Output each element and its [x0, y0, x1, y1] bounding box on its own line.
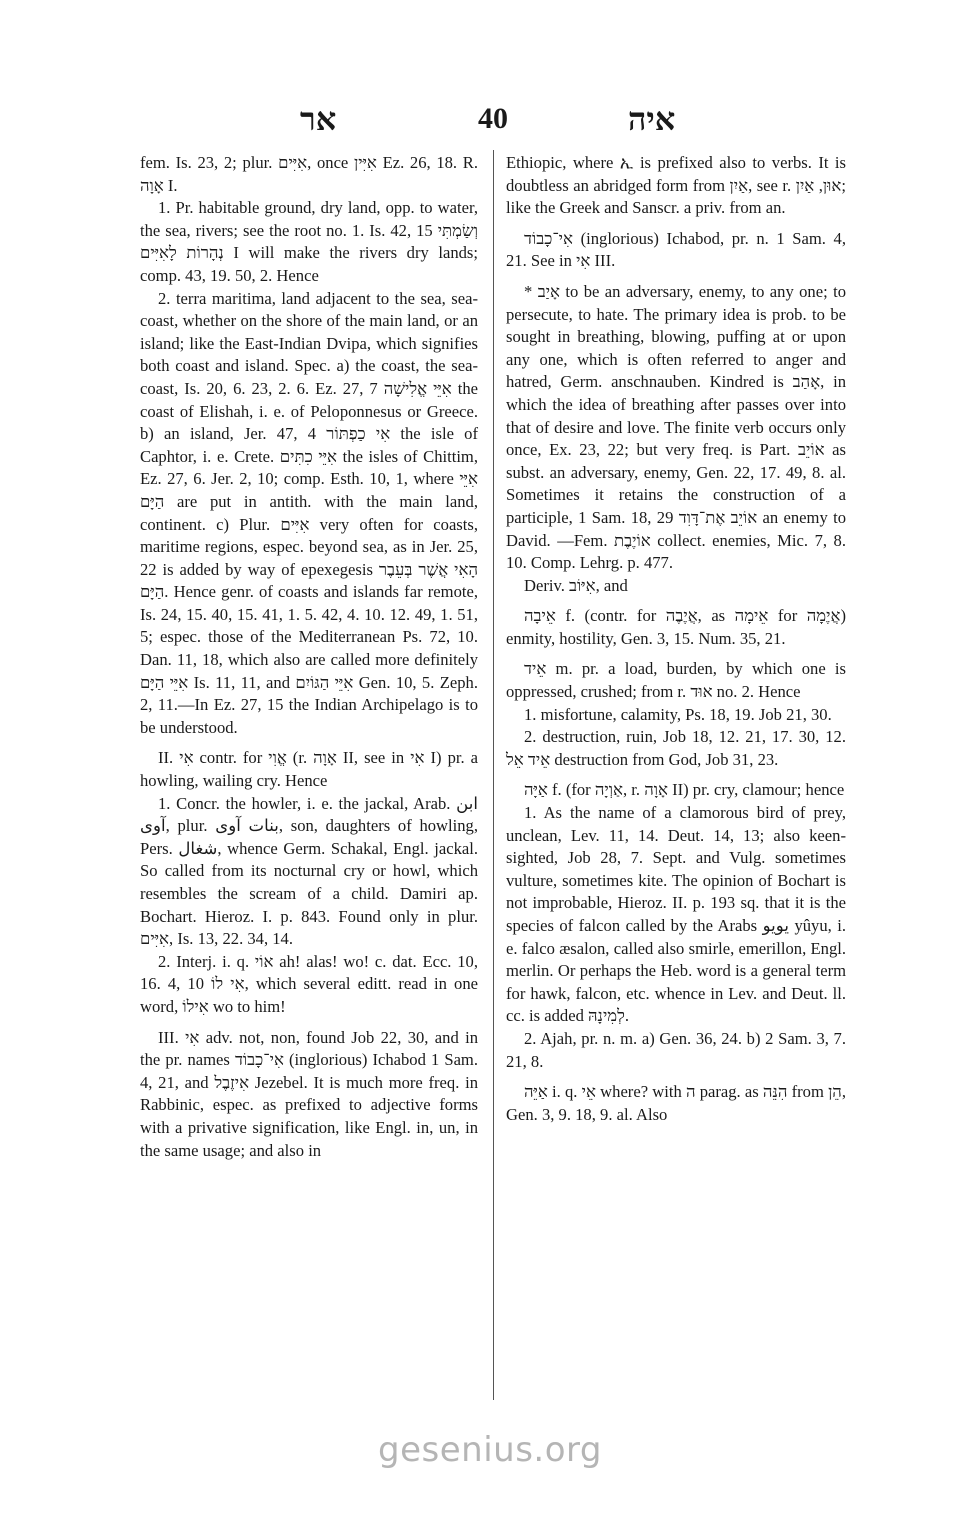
- header-right-headword: איה: [628, 100, 676, 138]
- entry-paragraph: 1. Pr. habitable ground, dry land, opp. to water, the sea, rivers; see the root no. 1. Is. 42, 15 וְשַׂמְתִּי נְהָרוֹת לָאִיִּים I will make the rivers dry lands; comp. 43, 19. 50, 2. Hence: [140, 198, 479, 285]
- entry-paragraph: 2. terra maritima, land adjacent to the sea, sea-coast, whether on the shore of the main land, or an island; like the East-Indian Dvipa, which signifies both coast and island. Spec. a) the coast, the sea-coast, Is. 20, 6. 23, 2. 6. Ez. 27, 7 אִיֵּי אֱלִישָׁה the coast of Elishah, i. e. of Peloponnesus or Greece. b) an island, Jer. 47, 4 אִי כַפְתּוֹר the isle of Caphtor, i. e. Crete. אִיֵּי כִתִּים the isles of Chittim, Ez. 27, 6. Jer. 2, 10; comp. Esth. 10, 1, where אִיֵּי הַיָּם are put in antith. with the main land, continent. c) Plur. אִיִּים very often for coasts, maritime regions, espec. beyond sea, as in Jer. 25, 22 is added by way of epexegesis הָאִי אֲשֶׁר בְּעֵבֶר הַיָּם. Hence genr. of coasts and islands far remote, Is. 24, 15. 40, 15. 41, 1. 5. 42, 4. 10. 12. 49, 1. 51, 5; espec. those of the Mediterranean Ps. 72, 10. Dan. 11, 18, which also are called more definitely אִיֵּי הַיָּם Is. 11, 11, and אִיֵּי הַגּוֹיִם Gen. 10, 5. Zeph. 2, 11.—In Ez. 27, 15 the Indian Archipelago is to be understood.: [140, 288, 479, 737]
- entry-paragraph: אִי־כָבוֹד (inglorious) Ichabod, pr. n. 1 Sam. 4, 21. See in אִי III.: [506, 228, 846, 271]
- entry-paragraph: אֵיבָה f. (contr. for אֲיֶבֶה, as אֵימָה for אֲיֶמָה) enmity, hostility, Gen. 3, 15. Num. 35, 21.: [506, 606, 846, 648]
- column-divider: [493, 150, 494, 1400]
- entry-paragraph: III. אִי adv. not, non, found Job 22, 30, and in the pr. names אִי־כָבוֹד (inglorious) Ichabod 1 Sam. 4, 21, and אִיזֶבֶל Jezebel. It is much more freq. in Rabbinic, espec. as prefixed to adjective forms with a privative signification, like Engl. in, un, in the same usage; and also in: [140, 1027, 479, 1160]
- entry-paragraph: fem. Is. 23, 2; plur. אִיִּים, once אִיִּין Ez. 26, 18. R. אָוָה I.: [140, 153, 478, 195]
- entry-paragraph: 1. Concr. the howler, i. e. the jackal, Arab. ابن آوى, plur. بنات آوى, son, daughters of howling, Pers. شغال, whence Germ. Schakal, Engl. jackal. So called from its nocturnal cry or howl, which resembles the scream of a child. Damiri ap. Bochart. Hieroz. I. p. 843. Found only in plur. אִיִּים, Is. 13, 22. 34, 14.: [140, 793, 479, 949]
- entry-paragraph: 2. destruction, ruin, Job 18, 12. 21, 17. 30, 12. אֵיד אֵל destruction from God, Job 31, 23.: [506, 727, 846, 769]
- right-column: [506, 152, 846, 1126]
- entry-paragraph: אֵיד m. pr. a load, burden, by which one is oppressed, crushed; from r. אוּד no. 2. Hence: [506, 659, 846, 702]
- entry-paragraph: II. אִי contr. for אֱוִי (r. אָוָה II, see in אִי I) pr. a howling, wailing cry. Hence: [140, 748, 478, 791]
- entry-paragraph: אַיֵּה i. q. אֵי where? with ה parag. as הִנֵּה from הֵן, Gen. 3, 9. 18, 9. al. Also: [506, 1082, 846, 1124]
- entry-paragraph: אַיָּה f. (for אַוְיָה, r. אָוָה II) pr. cry, clamour; hence: [524, 780, 845, 800]
- page-number: 40: [478, 102, 508, 135]
- entry-paragraph: 1. misfortune, calamity, Ps. 18, 19. Job 21, 30.: [524, 704, 832, 724]
- left-column: [140, 152, 478, 1162]
- entry-paragraph: Deriv. אִיּוֹב, and: [524, 575, 628, 595]
- entry-paragraph: 1. As the name of a clamorous bird of prey, unclean, Lev. 11, 14. Deut. 14, 13; also keen-sighted, Job 28, 7. Sept. and Vulg. sometimes vulture, sometimes kite. The opinion of Bochart is not improbable, Hieroz. II. p. 193 sq. that it is the species of falcon called by the Arabs يويو yûyu, i. e. falco æsalon, called also smirle, emerillon, Engl. merlin. Or perhaps the Heb. word is a general term for hawk, falcon, etc. whence in Lev. and Deut. ll. cc. is added לְמִינָהּ.: [506, 803, 846, 1026]
- entry-paragraph: Ethiopic, where ኢ is prefixed also to verbs. It is doubtless an abridged form from אַיִן, see r. אוּן, אַיִן; like the Greek and Sanscr. a priv. from an.: [506, 153, 846, 218]
- header-left-headword: אר: [300, 100, 337, 138]
- entry-paragraph: 2. Ajah, pr. n. m. a) Gen. 36, 24. b) 2 Sam. 3, 7. 21, 8.: [506, 1028, 846, 1071]
- entry-paragraph: * אָיַב to be an adversary, enemy, to any one; to persecute, to hate. The primary idea is prob. to be sought in breathing, blowing, puffing at or upon any one, which is often referred to anger and hatred, Germ. anschnauben. Kindred is אָהַב, in which the idea of breathing after passes over into that of desire and love. The finite verb occurs only once, Ex. 23, 22; but very freq. is Part. אוֹיֵב as subst. an adversary, enemy, Gen. 22, 17. 49, 8. al. Sometimes it retains the construction of a participle, 1 Sam. 18, 29 אוֹיֵב אֶת־דָּוִד an enemy to David. —Fem. אוֹיֶבֶת collect. enemies, Mic. 7, 8. 10. Comp. Lehrg. p. 477.: [506, 281, 846, 573]
- site-watermark: gesenius.org: [378, 1430, 602, 1470]
- entry-paragraph: 2. Interj. i. q. אוֹי ah! alas! wo! c. dat. Ecc. 10, 16. 4, 10 אִי לוֹ, which several editt. read in one word, אִילוֹ wo to him!: [140, 951, 478, 1016]
